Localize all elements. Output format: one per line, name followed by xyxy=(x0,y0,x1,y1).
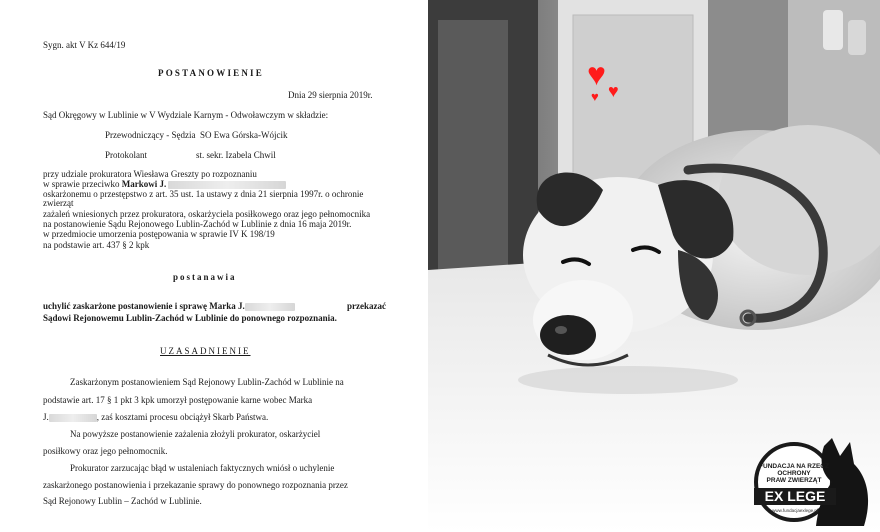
clerk-label: Protokolant xyxy=(105,150,147,160)
chair-name: SO Ewa Górska-Wójcik xyxy=(200,130,288,140)
logo-line2: OCHRONY xyxy=(777,470,811,477)
dog-photo xyxy=(428,0,880,532)
logo-line1: FUNDACJA NA RZECZ xyxy=(759,463,829,470)
document-title: POSTANOWIENIE xyxy=(158,68,264,78)
body-line: zażaleń wniesionych przez prokuratora, oskarżyciela posiłkowego oraz jego pełnomocnika xyxy=(43,209,371,219)
reasons-line: Zaskarżonym postanowieniem Sąd Rejonowy Lublin-Zachód w Lublinie na xyxy=(70,377,344,387)
case-signature: Sygn. akt V Kz 644/19 xyxy=(43,40,126,50)
defendant-name: Markowi J. xyxy=(121,179,167,189)
reasons-heading: UZASADNIENIE xyxy=(160,346,251,356)
body-line: oskarżonemu o przestępstwo z art. 35 ust. 1a ustawy z dnia 21 sierpnia 1997r. o ochronie xyxy=(43,189,364,199)
reasons-line: J. , zaś kosztami procesu obciążył Skarb Państwa. xyxy=(43,412,269,422)
logo-line3: PRAW ZWIERZĄT xyxy=(766,477,822,484)
heart-icon: ♥ xyxy=(608,81,619,101)
redaction xyxy=(245,303,295,311)
reasons-line: podstawie art. 17 § 1 pkt 3 kpk umorzył postępowanie karne wobec Marka xyxy=(43,395,313,405)
chair-label: Przewodniczący - Sędzia xyxy=(105,130,196,140)
document-date: Dnia 29 sierpnia 2019r. xyxy=(288,90,373,100)
body-line: w sprawie przeciwko Markowi J. xyxy=(43,179,286,190)
reasons-line: Sąd Rejonowy Lublin – Zachód w Lublinie. xyxy=(43,496,202,506)
redaction xyxy=(49,414,97,422)
court-document xyxy=(0,0,430,532)
body-line: w przedmiocie umorzenia postępowania w sprawie IV K 198/19 xyxy=(43,229,275,239)
redaction xyxy=(168,181,286,189)
heart-icon: ♥ xyxy=(591,89,599,104)
reasons-line: Prokurator zarzucając błąd w ustaleniach faktycznych wniósł o uchylenie xyxy=(70,463,335,473)
body-line: zwierząt xyxy=(43,198,74,208)
ex-lege-logo xyxy=(754,438,874,528)
clerk-name: st. sekr. Izabela Chwil xyxy=(196,150,276,160)
reasons-line: posiłkowy oraz jego pełnomocnik. xyxy=(43,446,168,456)
reasons-line: zaskarżonego postanowienia i przekazanie sprawy do ponownego rozpoznania przez xyxy=(43,480,348,490)
decision-line-end: przekazać xyxy=(347,301,386,311)
body-line: na postanowienie Sądu Rejonowego Lublin-Zachód w Lublinie z dnia 16 maja 2019r. xyxy=(43,219,352,229)
reasons-line: Na powyższe postanowienie zażalenia złożyli prokurator, oskarżyciel xyxy=(70,429,321,439)
body-line: przy udziale prokuratora Wiesława Greszty po rozpoznaniu xyxy=(43,169,257,179)
heart-icon: ♥ xyxy=(587,56,606,92)
decision-line: Sądowi Rejonowemu Lublin-Zachód w Lublinie do ponownego rozpoznania. xyxy=(43,313,337,323)
logo-url: www.fundacjaexlege.pl xyxy=(772,508,818,513)
decides-heading: postanawia xyxy=(173,272,237,282)
body-line: na podstawie art. 437 § 2 kpk xyxy=(43,240,150,250)
logo-brand: EX LEGE xyxy=(754,488,836,505)
court-composition: Sąd Okręgowy w Lublinie w V Wydziale Karnym - Odwoławczym w składzie: xyxy=(43,110,329,120)
decision-line: uchylić zaskarżone postanowienie i sprawę Marka J. xyxy=(43,301,295,312)
